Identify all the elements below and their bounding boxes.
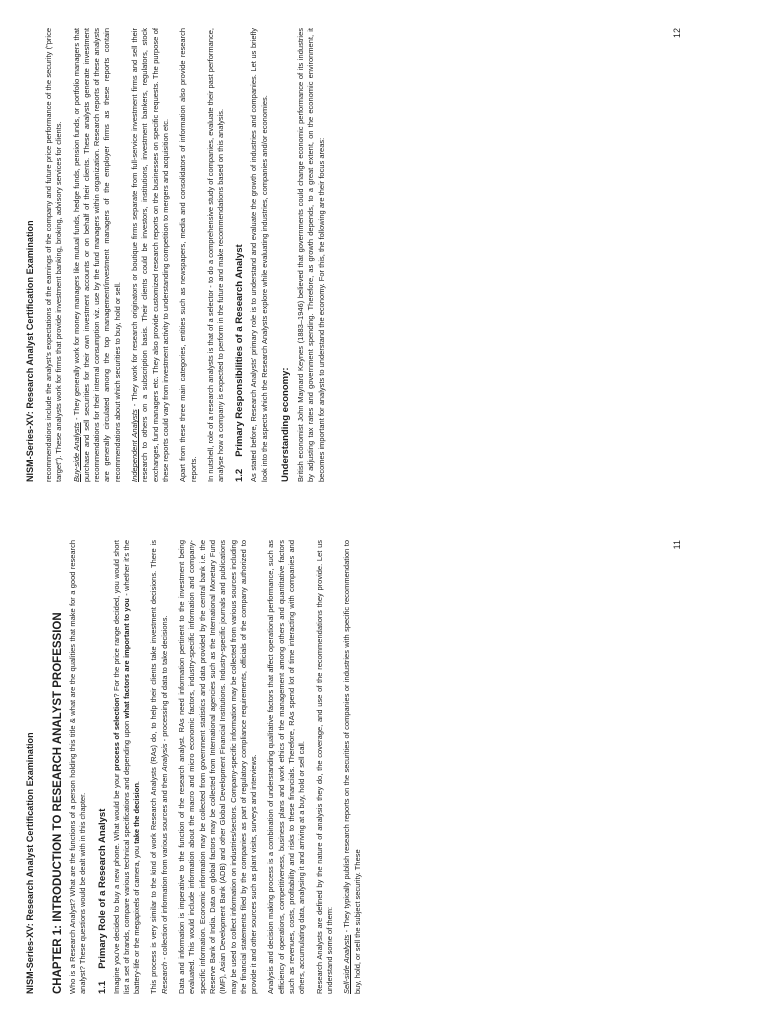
page-body: [44, 28, 334, 482]
section-number: 1.2: [234, 468, 246, 482]
page-number: 11: [672, 540, 682, 550]
section-heading-1-2: [234, 28, 245, 482]
sell-side-term: Sell-side Analysts: [342, 934, 352, 994]
running-header: NISM-Series-XV: Research Analyst Certification Examination: [25, 220, 35, 482]
section-heading-1-1: [97, 540, 108, 994]
phone-example-paragraph: Imagine you've decided to buy a new phone. What would be your process of selection? For the price range decided, you would short list a set of brands, compare various technical specifications and depending upon what factors are important to you - whether it's the battery-life or the megapixels of camera, you take the decision.: [111, 540, 142, 994]
analyst-types-intro-paragraph: Research Analysts are defined by the nature of analysis they do, the coverage, and use of the recommendations they provide. Let us understand some of them:: [314, 540, 334, 994]
page-body: [44, 540, 370, 994]
nutshell-paragraph: In nutshell, role of a research analysts is that of a selector - to do a comprehensive study of companies, evaluate their past performance, analyse how a company is expected to perform in the future and make recommendations based on this analysis.: [205, 28, 226, 482]
page-11: [0, 512, 768, 1024]
section-title: Primary Role of a Research Analyst: [96, 808, 108, 969]
data-information-paragraph: Data and information is imperative to the function of the research analyst. RAs need information pertinent to the investment being evaluated. This would include information about the macro and micro economic factors, industry-specific information and company-specific information. Economic information may be collected from government statistics and data provided by the central bank i.e. the Reserve Bank of India. Data on global factors may be collected from International agencies such as the International Monetary Fund (IMF), Asian Development Bank (ADB) and other Global Development Financial Institutions. Industry-specific journals and publications may be used to collect information on industries/sectors. Company-specific information may be collected from various sources including the financial statements filed by the companies as part of regulatory compliance requirements, officials of the company authorized to provide it and other sources such as plant visits, surveys and interviews.: [177, 540, 259, 994]
buy-side-term: Buy-side Analysts: [71, 422, 81, 482]
responsibilities-paragraph: As stated before, Research Analysts' primary role is to understand and evaluate the growth of industries and companies. Let us briefly look into the aspects which the Research Analysts explore while evaluating industries, companies and/or economies.: [249, 28, 269, 482]
running-header: NISM-Series-XV: Research Analyst Certification Examination: [25, 732, 35, 994]
section-title: Primary Responsibilities of a Research Analyst: [234, 244, 246, 457]
sell-side-paragraph: Sell-side Analysts - They typically publish research reports on the securities of companies or industries with specific recommendation to buy, hold, or sell the subject security. These: [342, 540, 362, 994]
chapter-title: CHAPTER 1: INTRODUCTION TO RESEARCH ANALYST PROFESSION: [52, 612, 64, 994]
intro-paragraph: Who is a Research Analyst? What are the functions of a person holding this title & what are the qualities that make for a good research analyst? These questions would be dealt with in this chapter.: [68, 540, 88, 994]
sell-side-continued-paragraph: recommendations include the analyst's expectations of the earnings of the company and future price performance of the security ("price target"). These analysts work for firms that provide investment banking, broking, advisory services for clients.: [44, 28, 64, 482]
analysis-decision-paragraph: Analysis and decision making process is a combination of understanding qualitative factors that affect operational performance, such as efficiency of operations, competitiveness, business plans and work ethics of the management among others and quantitative factors such as revenues, costs, profitability and risks to these financials. Therefore, RAs spend lot of time interacting with companies and others, accumulating data, analysing it and arriving at a buy, hold or sell call.: [266, 540, 307, 994]
independent-term: Independent Analysts: [130, 409, 140, 482]
other-entities-paragraph: Apart from these three main categories, entities such as newspapers, media and consolidators of information also provide research reports.: [178, 28, 198, 482]
buy-side-paragraph: Buy-side Analysts - They generally work for money managers like mutual funds, hedge funds, pension funds, or portfolio managers that purchase and sell securities for their own investment accounts or on behalf of their clients. These analysts generate investment recommendations for their internal consumption viz. use by the fund managers within organization. Research reports of these analysts are generally circulated among the top management/investment managers of the employer firms as these reports contain recommendations about which securities to buy, hold or sell.: [71, 28, 122, 482]
independent-analysts-paragraph: Independent Analysts - They work for research originators or boutique firms separate from full-service investment firms and sell their research to others on a subscription basis. Their clients could be investors, institutions, investment bankers, regulators, stock exchanges, fund managers etc. They also provide customized research reports on the businesses on specific requests. The purpose of these reports could vary from investment activity to understanding competition to mergers and acquisition etc.: [130, 28, 170, 482]
keynes-paragraph: British economist John Maynard Keynes (1883–1946) believed that governments could change economic performance of its industries by adjusting tax rates and government spending. Therefore, as growth depends, to a great extent, on the economic environment, it becomes important for analysts to understand the economy. For this, the following are their focus areas:: [296, 28, 326, 482]
section-number: 1.1: [96, 980, 108, 994]
understanding-economy-heading: Understanding economy:: [280, 367, 292, 482]
page-number: 12: [672, 28, 682, 39]
research-analysis-paragraph: This process is very similar to the kind of work Research Analysts (RAs) do, to help their clients take investment decisions. There is Research - collection of information from various sources and then Analysis - processing of data to take decisions.: [149, 540, 169, 994]
